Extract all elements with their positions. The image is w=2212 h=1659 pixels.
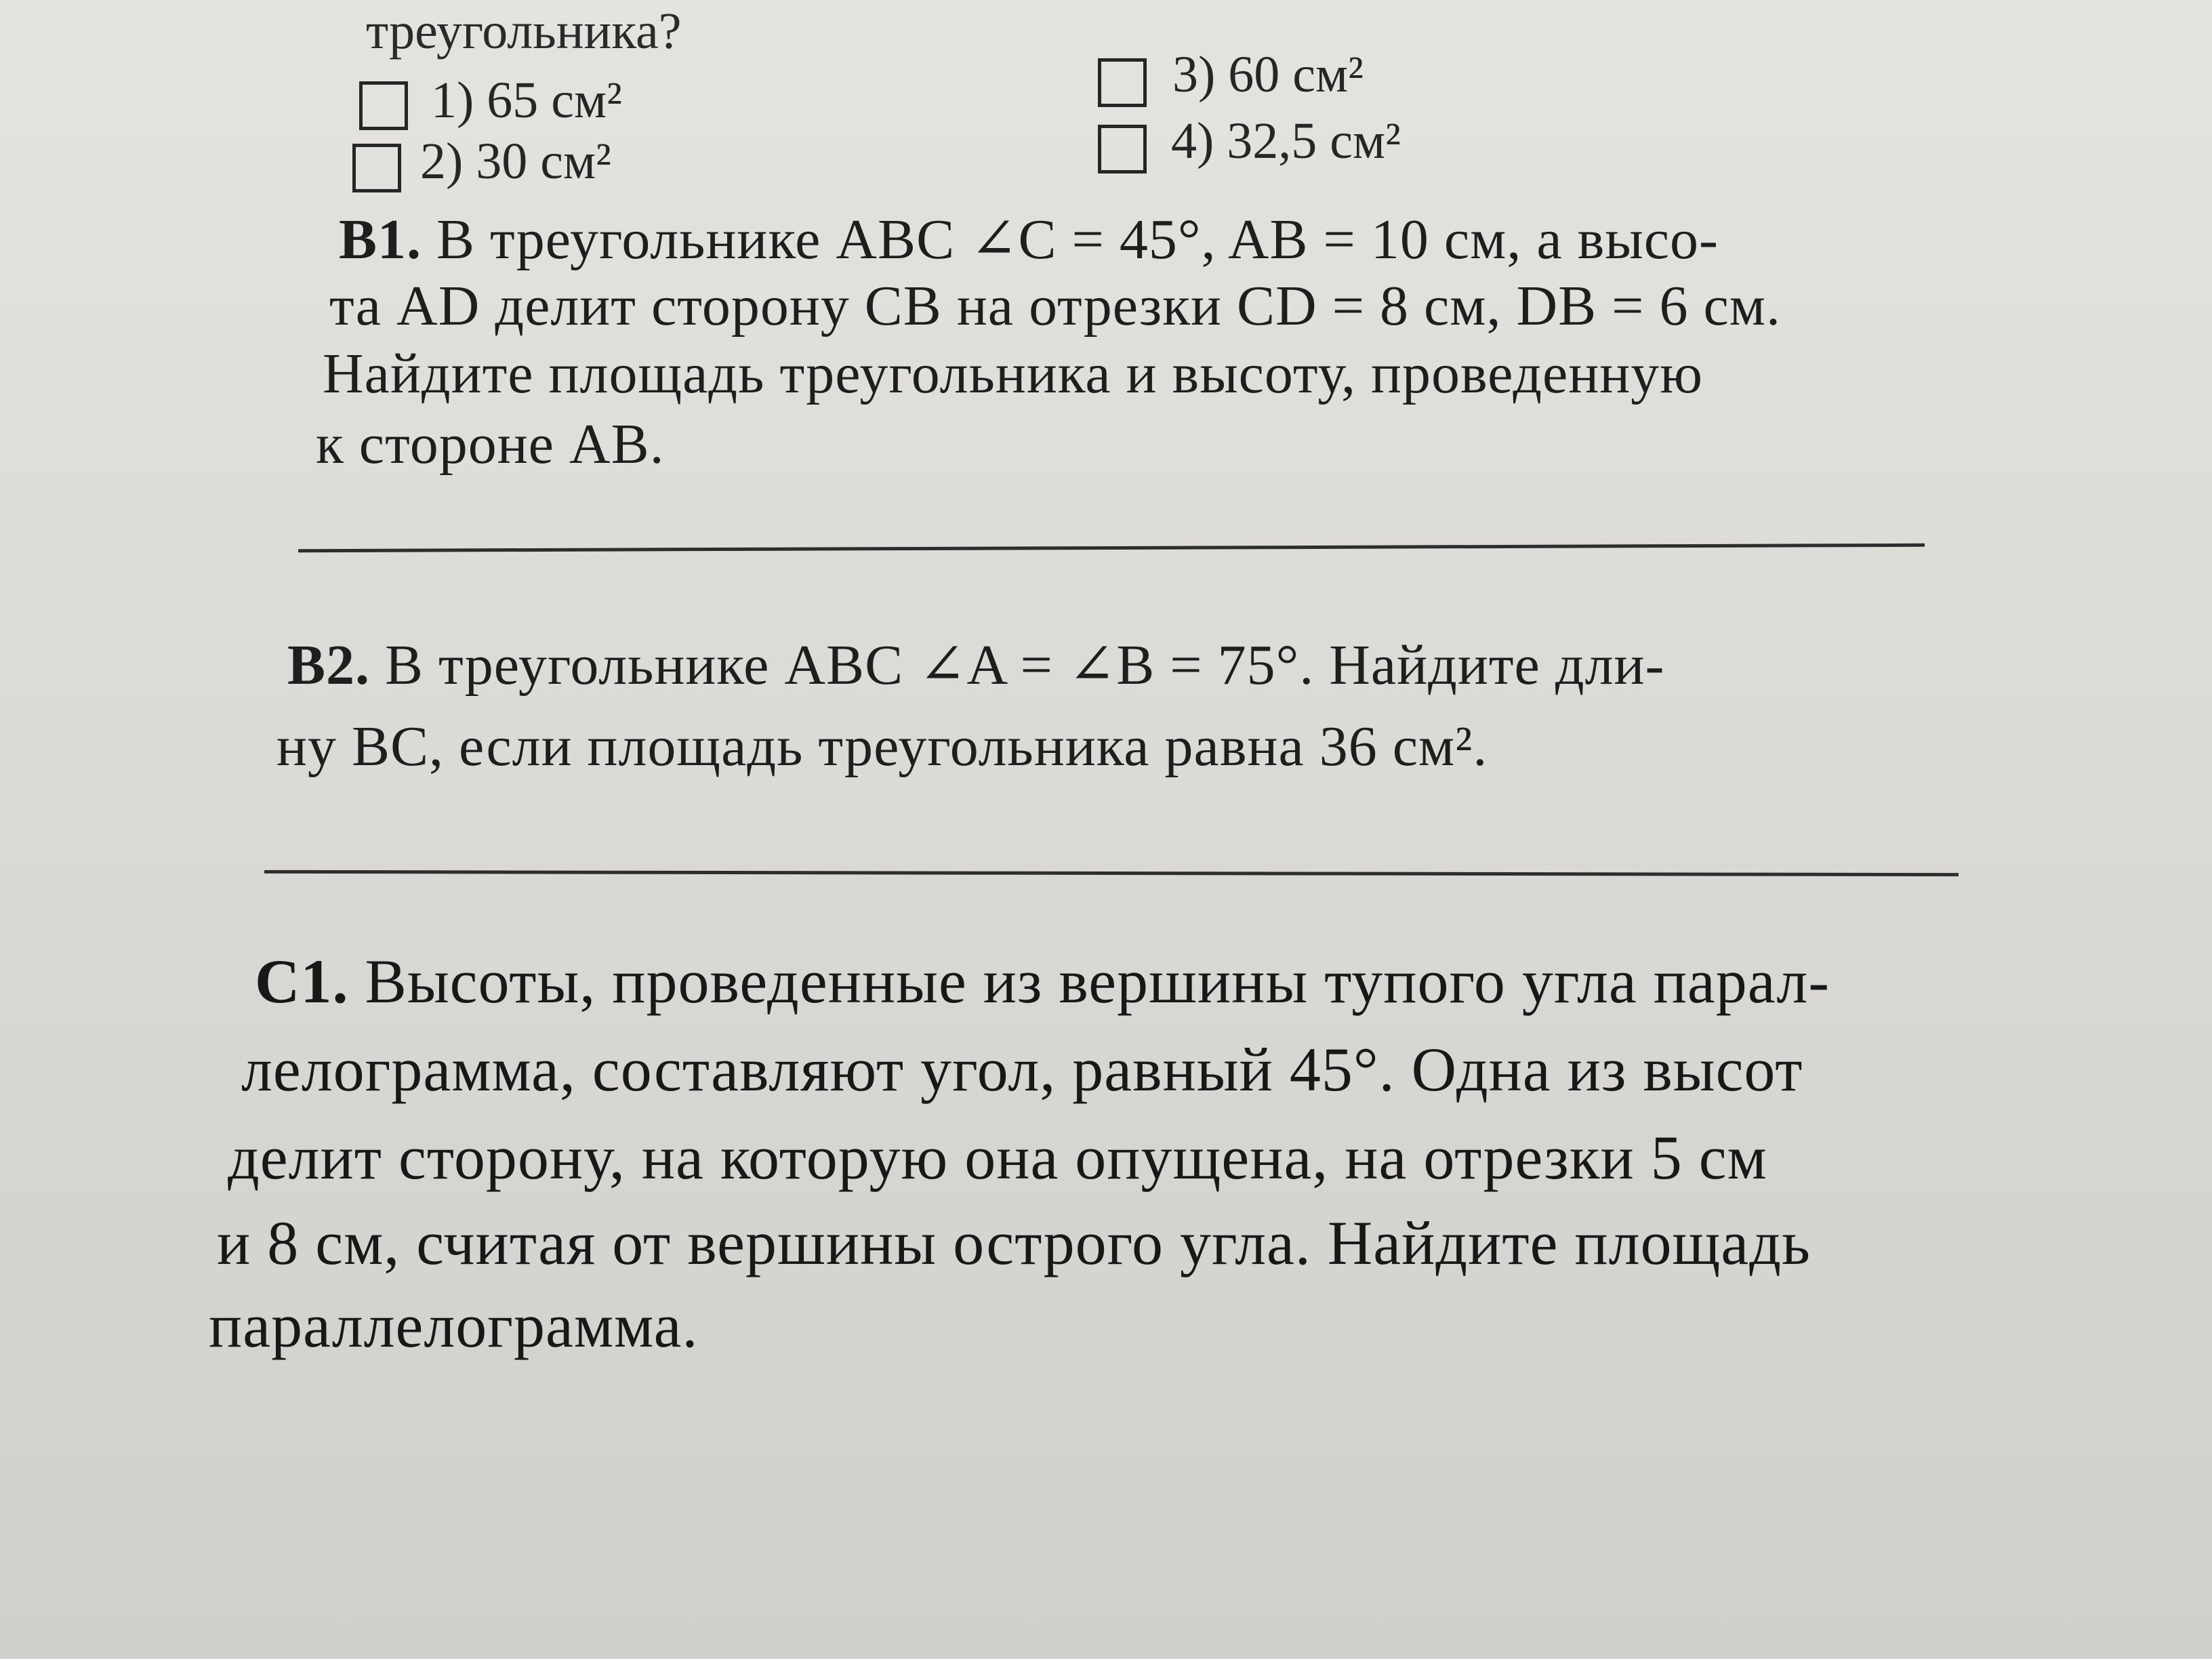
answer-line-b2 (264, 870, 1959, 876)
previous-question-tail: треугольника? (366, 3, 682, 60)
problem-b2-id: B2. (287, 634, 371, 697)
answer-checkbox-2[interactable] (352, 144, 401, 192)
problem-b2-line-2: ну BC, если площадь треугольника равна 36 см². (276, 715, 1488, 778)
problem-c1-line-3: делит сторону, на которую она опущена, на отрезки 5 см (228, 1123, 1767, 1192)
problem-c1-text-1: Высоты, проведенные из вершины тупого угла парал- (348, 947, 1830, 1016)
problem-c1-line-1 (255, 947, 1830, 1016)
problem-b1-text-1: В треугольнике ABC ∠C = 45°, AB = 10 см, а высо- (422, 208, 1719, 271)
problem-b1-line-2: та AD делит сторону CB на отрезки CD = 8 см, DB = 6 см. (329, 274, 1781, 337)
answer-checkbox-4[interactable] (1098, 125, 1147, 173)
answer-option-1: 1) 65 см² (431, 72, 622, 129)
answer-checkbox-3[interactable] (1098, 58, 1147, 107)
problem-b1-line-1 (339, 208, 1719, 271)
problem-c1-line-5: параллелограмма. (209, 1291, 699, 1360)
answer-option-3: 3) 60 см² (1172, 46, 1364, 103)
problem-b2-line-1 (287, 634, 1665, 697)
problem-c1-id: C1. (255, 947, 349, 1016)
answer-checkbox-1[interactable] (359, 81, 408, 130)
answer-option-2: 2) 30 см² (420, 133, 611, 190)
answer-line-b1 (298, 544, 1925, 552)
problem-b1-line-4: к стороне AB. (316, 413, 665, 476)
problem-c1-line-2: лелограмма, составляют угол, равный 45°. Одна из высот (241, 1035, 1803, 1104)
problem-b2-text-1: В треугольнике ABC ∠A = ∠B = 75°. Найдите дли- (370, 634, 1665, 697)
problem-b1-id: B1. (339, 208, 422, 271)
problem-b1-line-3: Найдите площадь треугольника и высоту, проведенную (323, 342, 1704, 405)
answer-option-4: 4) 32,5 см² (1171, 112, 1401, 169)
problem-c1-line-4: и 8 см, считая от вершины острого угла. Найдите площадь (217, 1208, 1811, 1277)
